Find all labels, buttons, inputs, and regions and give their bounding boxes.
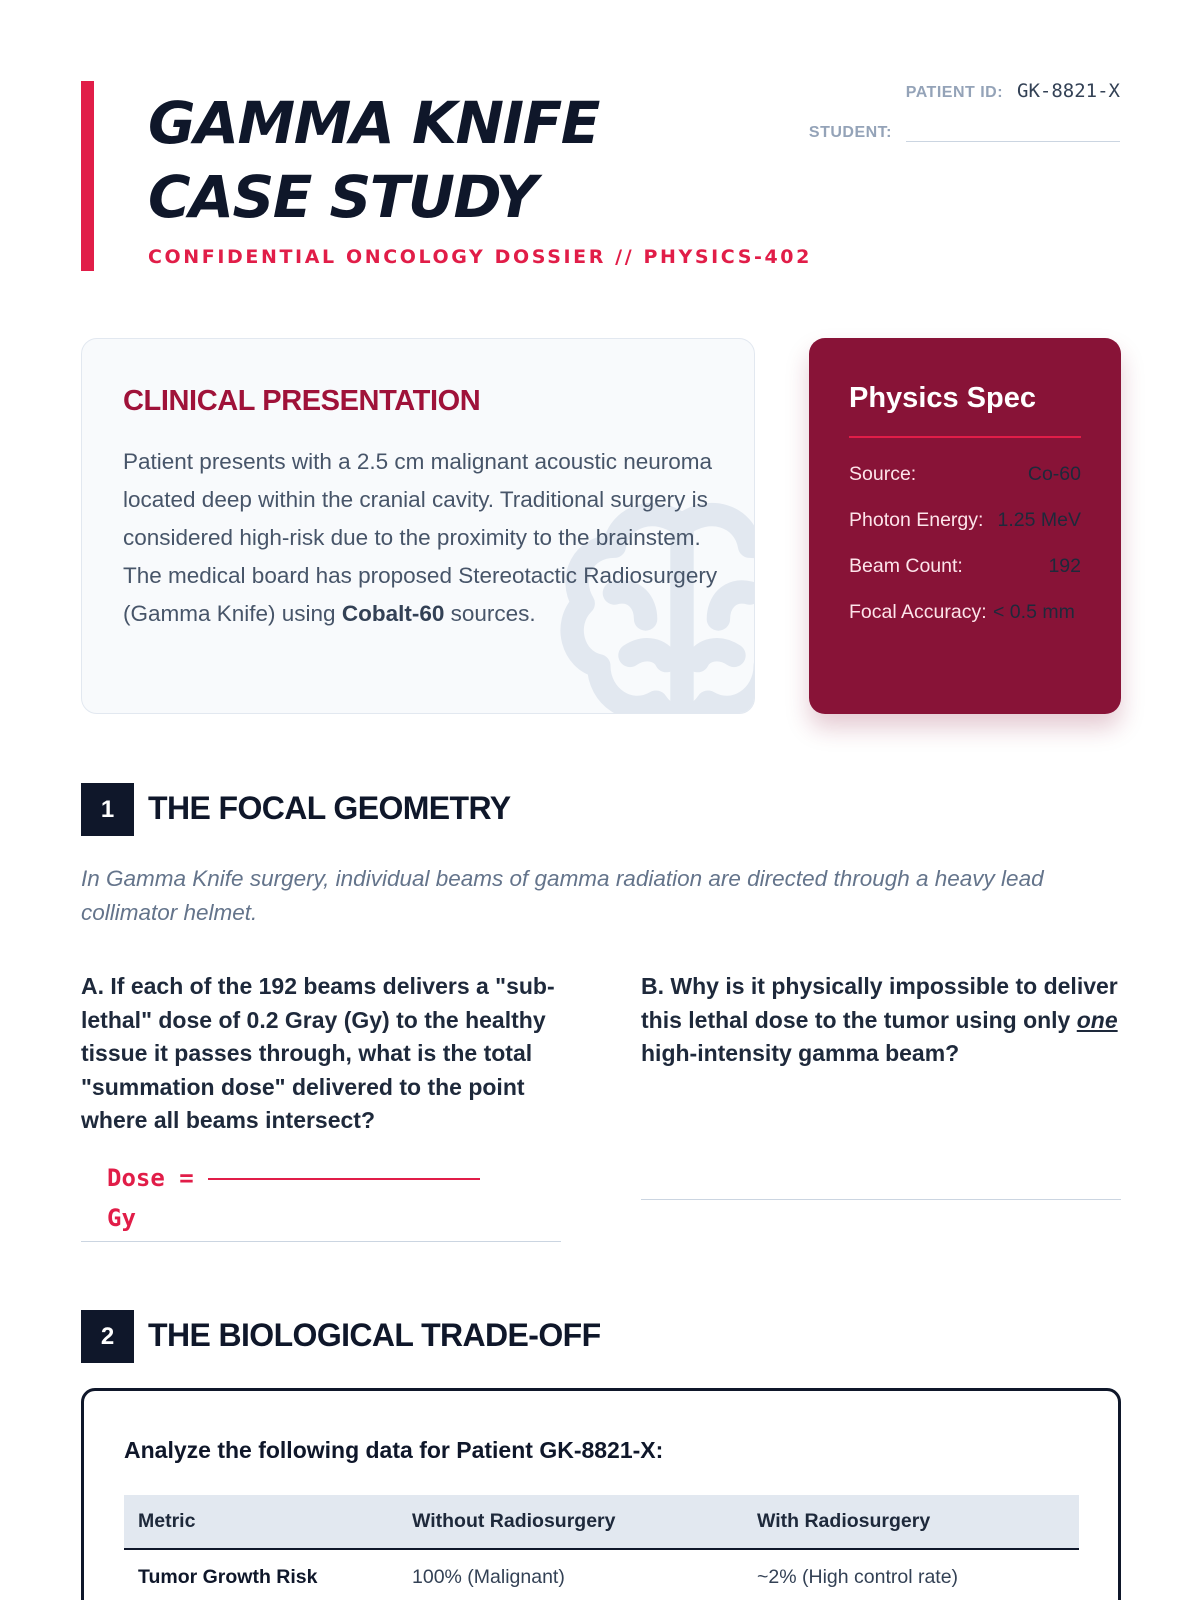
patient-id-row: [760, 80, 1120, 102]
spec-row-photon-energy: [849, 507, 1081, 534]
spec-key: Source:: [849, 463, 917, 485]
spec-divider: [849, 436, 1081, 438]
table-row: [124, 1549, 1079, 1600]
section-2-number: 2: [81, 1310, 134, 1363]
clinical-text-end: sources.: [444, 601, 536, 626]
spec-key: Photon Energy:: [849, 509, 984, 531]
table-header-row: [124, 1495, 1079, 1549]
section-1-number: 1: [81, 783, 134, 836]
data-prompt: Analyze the following data for Patient GK-8821-X:: [124, 1437, 664, 1463]
spec-value: < 0.5 mm: [993, 601, 1075, 623]
table-cell-metric: Tumor Growth Risk: [138, 1566, 318, 1588]
question-b: [641, 970, 1131, 1071]
section-1-intro: In Gamma Knife surgery, individual beams of gamma radiation are directed through a heavy lead collimator helmet.: [81, 866, 1044, 925]
dose-label: Dose =: [107, 1164, 194, 1192]
student-row: [760, 120, 1120, 142]
title-line-2: CASE STUDY: [148, 163, 537, 231]
header-meta: [760, 80, 1120, 142]
question-b-emphasis: one: [1076, 1006, 1118, 1033]
clinical-text-start: Patient presents with a 2.5 cm malignant acoustic neuroma located deep within the cranial cavity. Traditional surgery is considered high-risk due to the proximity to the brainstem. The medical board has proposed Stereotactic Radiosurgery (Gamma Knife) using: [123, 449, 718, 626]
title-accent-bar: [81, 81, 94, 271]
clinical-presentation-card: [81, 338, 755, 714]
spec-row-focal-accuracy: [849, 599, 1081, 626]
spec-key: Beam Count:: [849, 555, 963, 577]
spec-row-beam-count: [849, 553, 1081, 580]
spec-row-source: [849, 461, 1081, 488]
page-subtitle: CONFIDENTIAL ONCOLOGY DOSSIER // PHYSICS-402: [148, 246, 812, 268]
question-a: A. If each of the 192 beams delivers a "sub-lethal" dose of 0.2 Gray (Gy) to the healthy tissue it passes through, what is the total "summation dose" delivered to the point where all beams intersect?: [81, 973, 555, 1133]
spec-key: Focal Accuracy:: [849, 601, 987, 623]
student-name-field[interactable]: [906, 120, 1120, 142]
dose-unit: Gy: [107, 1204, 136, 1232]
clinical-description: [123, 443, 723, 633]
tradeoff-table: [124, 1495, 1079, 1600]
biological-data-box: [81, 1388, 1121, 1600]
column-header-metric: Metric: [124, 1495, 398, 1549]
dose-answer-blank[interactable]: [208, 1178, 480, 1180]
table-cell-without: 100% (Malignant): [412, 1566, 565, 1588]
patient-id-label: PATIENT ID:: [905, 84, 1004, 101]
table-cell-with: ~2% (High control rate): [757, 1566, 959, 1588]
clinical-text-source: Cobalt-60: [341, 601, 445, 626]
column-header-without: Without Radiosurgery: [398, 1495, 743, 1549]
question-a-answer-area[interactable]: [81, 1158, 561, 1242]
column-header-with: With Radiosurgery: [743, 1495, 1079, 1549]
spec-value: Co-60: [1027, 463, 1081, 485]
question-b-end: high-intensity gamma beam?: [641, 1040, 960, 1066]
question-b-start: B. Why is it physically impossible to deliver this lethal dose to the tumor using only: [641, 973, 1118, 1033]
spec-value: 1.25 MeV: [997, 509, 1081, 531]
spec-value: 192: [1048, 555, 1081, 577]
question-b-answer-line[interactable]: [641, 1199, 1121, 1200]
dose-formula: [107, 1158, 480, 1238]
spec-heading: Physics Spec: [849, 382, 1036, 414]
section-2-title: THE BIOLOGICAL TRADE-OFF: [148, 1317, 601, 1353]
page-title: [148, 86, 599, 234]
section-1-title: THE FOCAL GEOMETRY: [148, 790, 511, 826]
student-label: STUDENT:: [808, 124, 892, 141]
patient-id-value: GK-8821-X: [1017, 80, 1120, 102]
clinical-heading: CLINICAL PRESENTATION: [123, 385, 481, 417]
title-line-1: GAMMA KNIFE: [148, 89, 599, 157]
